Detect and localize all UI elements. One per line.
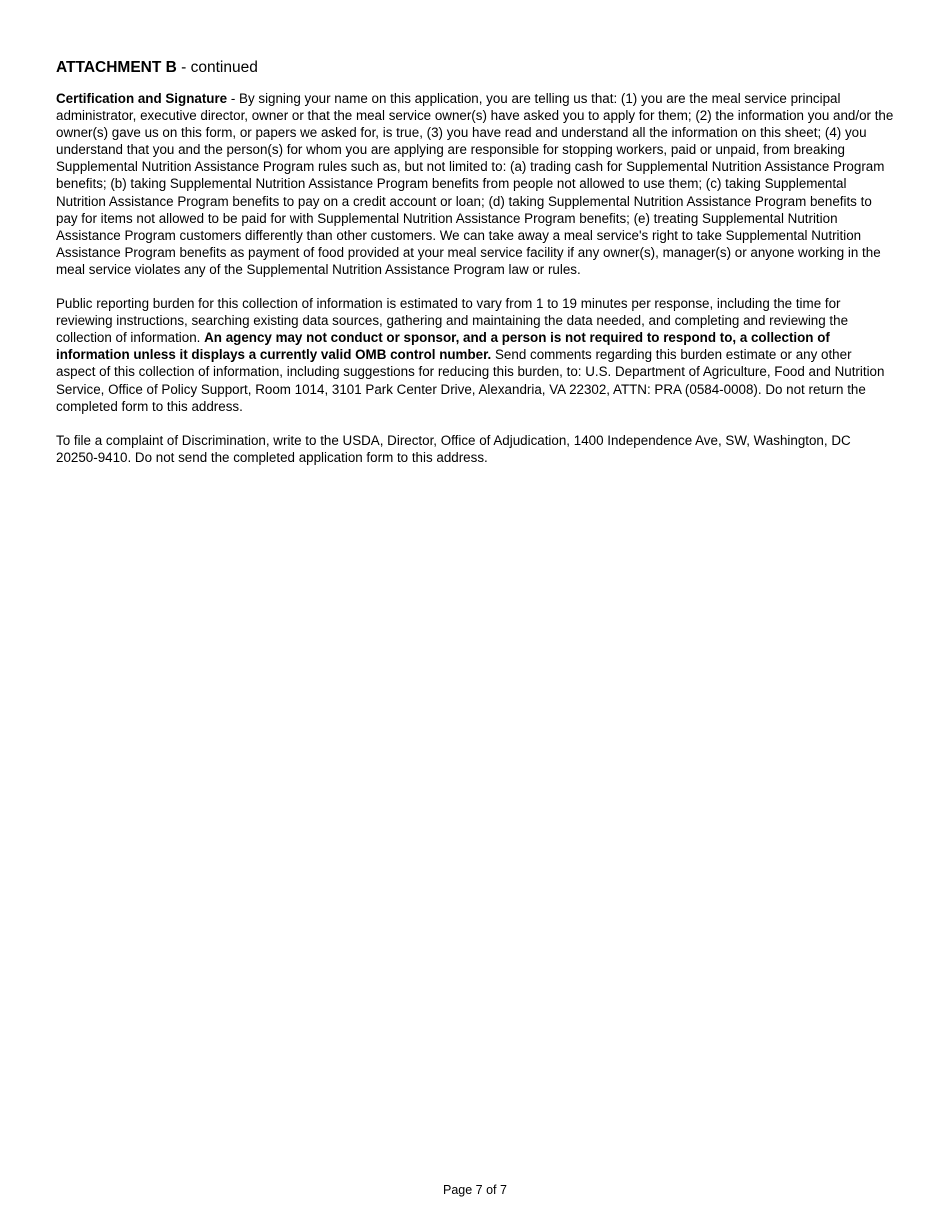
attachment-heading-suffix: - continued [176,59,258,76]
certification-label: Certification and Signature [56,91,228,106]
omb-notice: An agency may not conduct or sponsor, and a person is not required to respond to, a collection of information unless it displays a currently valid OMB control number. [56,330,830,363]
certification-paragraph [56,90,894,278]
page-content [56,58,894,483]
attachment-heading-title: ATTACHMENT B [56,59,177,76]
certification-text: - By signing your name on this application, you are telling us that: (1) you are the meal service principal administrator, executive director, owner or that the meal service owner(s) have asked you to apply for them; (2) the information you and/or the owner(s) gave us on this form, or papers we asked for, is true, (3) you have read and understand all the information on this sheet; (4) you understand that you and the person(s) for whom you are applying are responsible for stopping workers, paid or unpaid, from breaking Supplemental Nutrition Assistance Program rules such as, but not limited to: (a) trading cash for Supplemental Nutrition Assistance Program benefits; (b) taking Supplemental Nutrition Assistance Program benefits from people not allowed to use them; (c) taking Supplemental Nutrition Assistance Program benefits to pay on a credit account or loan; (d) taking Supplemental Nutrition Assistance Program benefits to pay for items not allowed to be paid for with Supplemental Nutrition Assistance Program benefits; (e) treating Supplemental Nutrition Assistance Program customers differently than other customers. We can take away a meal service's right to take Supplemental Nutrition Assistance Program benefits as payment of food provided at your meal service facility if any owner(s), manager(s) or anyone working in the meal service violates any of the Supplemental Nutrition Assistance Program law or rules. [56,91,894,277]
burden-text-after: Send comments regarding this burden estimate or any other aspect of this collection of information, including suggestions for reducing this burden, to: U.S. Department of Agriculture, Food and Nutrition Service, Office of Policy Support, Room 1014, 3101 Park Center Drive, Alexandria, VA 22302, ATTN: PRA (0584-0008). Do not return the completed form to this address. [56,347,885,414]
complaint-text: To file a complaint of Discrimination, write to the USDA, Director, Office of Adjudication, 1400 Independence Ave, SW, Washington, DC 20250-9410. Do not send the completed application form to this address. [56,432,851,465]
burden-paragraph [56,295,894,415]
page-number: Page 7 of 7 [443,1183,507,1197]
complaint-paragraph [56,432,894,466]
attachment-heading [56,58,894,78]
burden-text-before: Public reporting burden for this collection of information is estimated to vary from 1 to 19 minutes per response, including the time for reviewing instructions, searching existing data sources, gathering and maintaining the data needed, and completing and reviewing the collection of information. [56,296,849,346]
